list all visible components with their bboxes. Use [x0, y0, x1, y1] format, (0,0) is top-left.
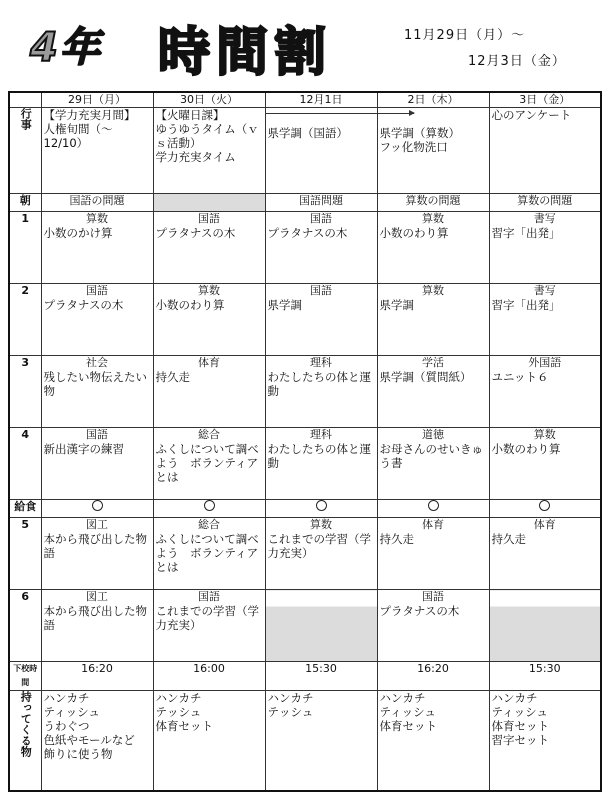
lesson-content: 持久走 — [491, 532, 526, 546]
lesson-cell — [153, 212, 265, 284]
lesson-subject: 算数 — [533, 428, 556, 441]
lesson-cell — [377, 428, 489, 500]
lesson-content: プラタナスの木 — [379, 604, 460, 618]
lunch-mark — [92, 500, 103, 511]
item-text: 色紙やモールなど — [43, 733, 135, 747]
lesson-cell — [153, 428, 265, 500]
lunch-cell — [489, 500, 601, 518]
lesson-subject: 総合 — [198, 428, 220, 441]
event-text: 心のアンケート — [491, 108, 572, 122]
item-text: テッシュ — [267, 705, 314, 719]
event-text: 【火曜日課】 — [155, 108, 225, 122]
item-text: うわぐつ — [43, 719, 90, 733]
item-text: 体育セット — [379, 719, 437, 733]
day-header: 3日（金） — [489, 92, 601, 108]
event-cell — [489, 108, 601, 194]
event-cell — [41, 108, 153, 194]
lesson-cell — [41, 518, 153, 590]
lunch-cell — [265, 500, 377, 518]
lesson-content: お母さんのせいきゅう書 — [379, 442, 483, 470]
period-row — [9, 428, 601, 500]
lesson-content: 本から飛び出した物語 — [43, 604, 147, 632]
lesson-cell — [265, 428, 377, 500]
day-header-row — [9, 92, 601, 108]
event-text: 県学調（算数） — [379, 126, 460, 140]
lesson-subject: 国語 — [86, 428, 108, 441]
lesson-subject: 図工 — [86, 518, 108, 531]
dismissal-row — [9, 662, 601, 691]
items-cell — [489, 691, 601, 791]
item-text: ハンカチ — [155, 691, 202, 705]
day-header: 30日（火） — [153, 92, 265, 108]
dismissal-label: 下校時間 — [9, 662, 41, 691]
lunch-row — [9, 500, 601, 518]
lesson-subject: 算数 — [310, 518, 332, 531]
event-text: 学力充実タイム — [155, 150, 236, 164]
lesson-cell — [41, 356, 153, 428]
period-row — [9, 212, 601, 284]
period-row — [9, 518, 601, 590]
page-header — [8, 6, 600, 82]
lesson-subject: 算数 — [198, 284, 220, 297]
events-label — [9, 108, 41, 194]
lesson-content: ふくしについて調べよう ボランティアとは — [155, 442, 259, 484]
dismissal-time: 16:20 — [377, 662, 489, 691]
item-text: ハンカチ — [43, 691, 90, 705]
lesson-content: これまでの学習（学力充実） — [267, 532, 371, 560]
morning-label: 朝 — [9, 194, 41, 212]
corner-cell — [9, 92, 41, 108]
item-text: 体育セット — [491, 719, 549, 733]
lesson-cell — [41, 284, 153, 356]
lunch-cell — [377, 500, 489, 518]
event-text: 【学力充実月間】 — [43, 108, 136, 122]
lesson-content: 持久走 — [379, 532, 414, 546]
lesson-content: 持久走 — [155, 370, 190, 384]
morning-cell: 算数の問題 — [489, 194, 601, 212]
lesson-content: わたしたちの体と運動 — [267, 442, 371, 470]
lesson-cell — [153, 518, 265, 590]
lesson-cell — [377, 590, 489, 662]
lesson-cell — [41, 590, 153, 662]
period-row — [9, 590, 601, 662]
lesson-subject: 体育 — [533, 518, 556, 531]
day-header: 12月1日 — [265, 92, 377, 108]
date-range-start: 11月29日（月）～ — [404, 28, 526, 43]
lesson-subject: 外国語 — [528, 356, 562, 369]
lesson-subject: 道徳 — [422, 428, 444, 441]
event-cell — [265, 108, 377, 194]
lesson-content: 新出漢字の練習 — [43, 442, 124, 456]
item-text: テッシュ — [155, 705, 202, 719]
lesson-cell — [153, 590, 265, 662]
items-cell — [265, 691, 377, 791]
event-text: ゆうゆうタイム（ｖｓ活動） — [155, 122, 259, 150]
lesson-subject: 体育 — [198, 356, 220, 369]
item-text: ティッシュ — [43, 705, 100, 719]
lesson-cell — [41, 212, 153, 284]
lesson-content: 小数のかけ算 — [43, 226, 113, 240]
lesson-subject: 算数 — [86, 212, 108, 225]
lesson-cell — [153, 356, 265, 428]
lesson-subject: 学活 — [422, 356, 444, 369]
events-label-text: 行事 — [19, 108, 33, 130]
event-span-arrow — [266, 113, 414, 114]
event-text: 人権旬間（～12/10） — [43, 122, 113, 150]
lesson-subject: 社会 — [86, 356, 108, 369]
lesson-content: 県学調 — [267, 298, 302, 312]
day-header: 29日（月） — [41, 92, 153, 108]
items-cell — [377, 691, 489, 791]
lunch-mark — [539, 500, 550, 511]
lesson-content: プラタナスの木 — [43, 298, 124, 312]
item-text: ハンカチ — [267, 691, 314, 705]
lesson-cell — [41, 428, 153, 500]
lesson-cell — [265, 212, 377, 284]
items-row — [9, 691, 601, 791]
item-text: ハンカチ — [491, 691, 538, 705]
page-title: 時間割 — [158, 23, 333, 83]
lesson-content: 小数のわり算 — [491, 442, 561, 456]
lesson-cell — [265, 356, 377, 428]
event-cell — [377, 108, 489, 194]
lunch-mark — [204, 500, 215, 511]
lesson-content: 残したい物伝えたい物 — [43, 370, 147, 398]
lesson-cell — [489, 284, 601, 356]
period-number: 4 — [9, 428, 41, 500]
lesson-content: 本から飛び出した物語 — [43, 532, 147, 560]
lesson-content: 習字「出発」 — [491, 298, 561, 312]
morning-cell: 算数の問題 — [377, 194, 489, 212]
period-row — [9, 284, 601, 356]
lesson-subject: 理科 — [310, 356, 332, 369]
lesson-cell — [153, 284, 265, 356]
item-text: ティッシュ — [491, 705, 548, 719]
lesson-cell — [377, 518, 489, 590]
day-header: 2日（木） — [377, 92, 489, 108]
lunch-label: 給食 — [9, 500, 41, 518]
event-text: フッ化物洗口 — [379, 140, 448, 154]
morning-cell: 国語問題 — [265, 194, 377, 212]
items-cell — [153, 691, 265, 791]
lesson-cell — [377, 284, 489, 356]
lesson-content: 小数のわり算 — [155, 298, 225, 312]
lesson-cell — [265, 284, 377, 356]
period-row — [9, 356, 601, 428]
lesson-content: 習字「出発」 — [491, 226, 561, 240]
lesson-cell — [377, 356, 489, 428]
lesson-cell — [489, 428, 601, 500]
period-number: 1 — [9, 212, 41, 284]
lesson-subject: 国語 — [86, 284, 108, 297]
lesson-subject: 算数 — [422, 284, 444, 297]
grade-label: 4年 — [30, 25, 102, 71]
dismissal-time: 15:30 — [489, 662, 601, 691]
lesson-subject: 算数 — [422, 212, 444, 225]
lesson-subject: 理科 — [310, 428, 332, 441]
lesson-subject: 国語 — [310, 284, 332, 297]
item-text: ハンカチ — [379, 691, 426, 705]
lesson-subject: 国語 — [198, 590, 220, 603]
lesson-cell — [377, 212, 489, 284]
items-label-text: 持ってくる物 — [19, 691, 33, 757]
items-label — [9, 691, 41, 791]
item-text: 習字セット — [491, 733, 549, 747]
event-text: 県学調（国語） — [267, 126, 348, 140]
lesson-content: ユニット６ — [491, 370, 549, 384]
lesson-content: 県学調（質問紙） — [379, 370, 472, 384]
lesson-subject: 国語 — [198, 212, 220, 225]
lesson-subject: 図工 — [86, 590, 108, 603]
dismissal-time: 16:00 — [153, 662, 265, 691]
lesson-cell — [489, 356, 601, 428]
lesson-cell — [265, 518, 377, 590]
item-text: 体育セット — [155, 719, 213, 733]
lesson-content: ふくしについて調べよう ボランティアとは — [155, 532, 259, 574]
lesson-content: これまでの学習（学力充実） — [155, 604, 259, 632]
lesson-subject: 総合 — [198, 518, 220, 531]
item-text: ティッシュ — [379, 705, 436, 719]
lesson-content: プラタナスの木 — [155, 226, 236, 240]
lesson-subject: 体育 — [422, 518, 444, 531]
lesson-cell — [489, 212, 601, 284]
lesson-cell — [489, 590, 601, 662]
lesson-cell — [489, 518, 601, 590]
lesson-subject: 書写 — [533, 212, 556, 225]
items-cell — [41, 691, 153, 791]
period-number: 5 — [9, 518, 41, 590]
lesson-subject: 国語 — [310, 212, 332, 225]
event-cell — [153, 108, 265, 194]
lesson-content: 小数のわり算 — [379, 226, 449, 240]
lesson-cell — [265, 590, 377, 662]
period-number: 6 — [9, 590, 41, 662]
lunch-mark — [428, 500, 439, 511]
lesson-content: わたしたちの体と運動 — [267, 370, 371, 398]
timetable — [8, 91, 602, 792]
date-range-end: 12月3日（金） — [468, 54, 566, 69]
events-row — [9, 108, 601, 194]
lunch-mark — [316, 500, 327, 511]
period-number: 2 — [9, 284, 41, 356]
morning-row — [9, 194, 601, 212]
morning-cell — [153, 194, 265, 212]
lunch-cell — [153, 500, 265, 518]
dismissal-time: 15:30 — [265, 662, 377, 691]
period-number: 3 — [9, 356, 41, 428]
lesson-content: プラタナスの木 — [267, 226, 348, 240]
lesson-content: 県学調 — [379, 298, 414, 312]
lunch-cell — [41, 500, 153, 518]
lesson-subject: 書写 — [533, 284, 556, 297]
dismissal-time: 16:20 — [41, 662, 153, 691]
item-text: 飾りに使う物 — [43, 747, 113, 761]
lesson-subject: 国語 — [422, 590, 444, 603]
morning-cell: 国語の問題 — [41, 194, 153, 212]
